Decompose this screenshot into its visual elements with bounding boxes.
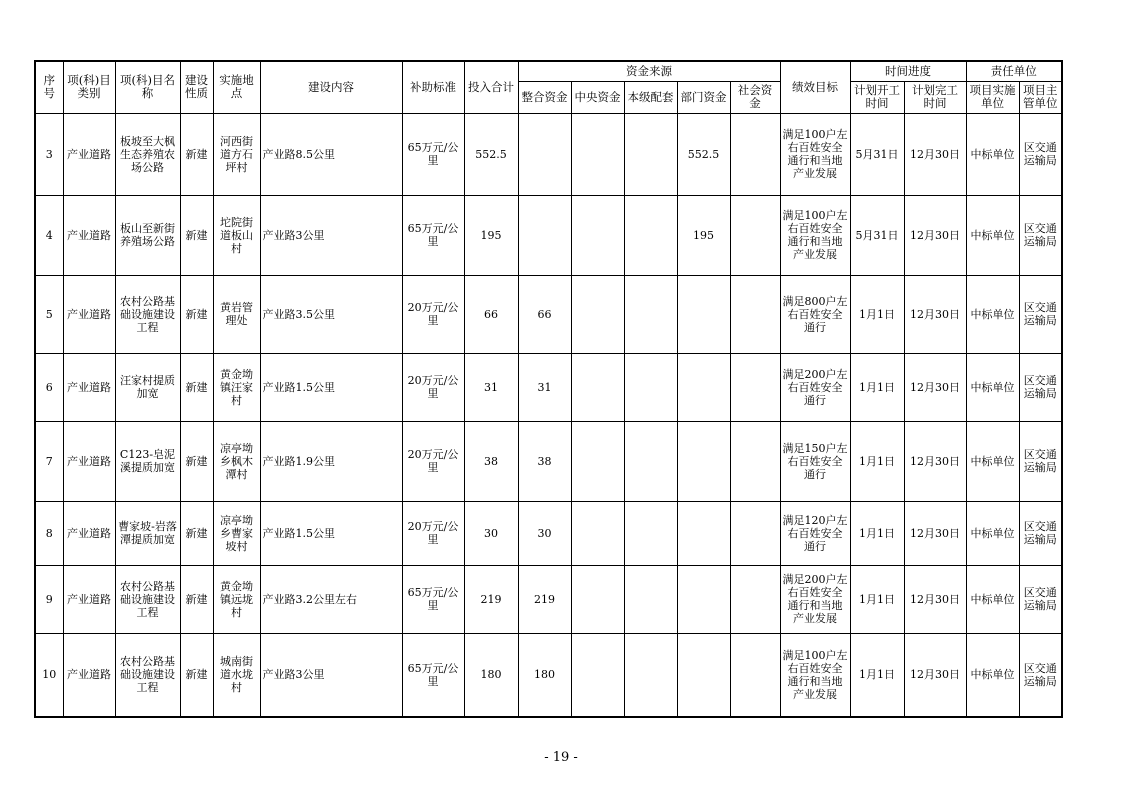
cell-subsidy: 65万元/公里 [402, 195, 464, 275]
cell-category: 产业道路 [63, 421, 115, 501]
header-location: 实施地点 [213, 61, 260, 113]
cell-social [730, 565, 780, 633]
cell-subsidy: 20万元/公里 [402, 275, 464, 353]
cell-total: 180 [464, 633, 518, 717]
cell-department [677, 565, 730, 633]
table-row [35, 113, 1062, 195]
cell-central [571, 421, 624, 501]
cell-nature: 新建 [180, 501, 213, 565]
cell-subsidy: 20万元/公里 [402, 353, 464, 421]
table-row [35, 421, 1062, 501]
cell-location: 凉亭坳乡枫木潭村 [213, 421, 260, 501]
cell-name: 汪家村提质加宽 [115, 353, 180, 421]
cell-finish: 12月30日 [904, 353, 966, 421]
cell-implementer: 中标单位 [966, 353, 1019, 421]
cell-seq: 4 [35, 195, 63, 275]
header-subsidy: 补助标准 [402, 61, 464, 113]
cell-supervisor: 区交通运输局 [1019, 195, 1062, 275]
cell-start: 5月31日 [850, 113, 904, 195]
cell-subsidy: 20万元/公里 [402, 421, 464, 501]
cell-integrated: 31 [518, 353, 571, 421]
header-category: 项(科)目类别 [63, 61, 115, 113]
table-row [35, 501, 1062, 565]
cell-start: 1月1日 [850, 275, 904, 353]
table-row [35, 633, 1062, 717]
cell-social [730, 195, 780, 275]
header-finish: 计划完工时间 [904, 81, 966, 113]
header-performance: 绩效目标 [780, 61, 850, 113]
cell-integrated [518, 113, 571, 195]
cell-finish: 12月30日 [904, 195, 966, 275]
table-row [35, 565, 1062, 633]
header-local-match: 本级配套 [624, 81, 677, 113]
cell-location: 黄金坳镇远垅村 [213, 565, 260, 633]
cell-name: C123-皂泥溪提质加宽 [115, 421, 180, 501]
cell-social [730, 353, 780, 421]
cell-performance: 满足800户左右百姓安全通行 [780, 275, 850, 353]
cell-department: 552.5 [677, 113, 730, 195]
cell-location: 黄金坳镇汪家村 [213, 353, 260, 421]
cell-finish: 12月30日 [904, 565, 966, 633]
cell-local-match [624, 113, 677, 195]
cell-nature: 新建 [180, 421, 213, 501]
cell-subsidy: 65万元/公里 [402, 633, 464, 717]
cell-nature: 新建 [180, 275, 213, 353]
cell-supervisor: 区交通运输局 [1019, 501, 1062, 565]
cell-performance: 满足100户左右百姓安全通行和当地产业发展 [780, 633, 850, 717]
cell-name: 农村公路基础设施建设工程 [115, 565, 180, 633]
project-table [34, 60, 1063, 718]
header-content: 建设内容 [260, 61, 402, 113]
cell-seq: 10 [35, 633, 63, 717]
header-name: 项(科)目名称 [115, 61, 180, 113]
cell-location: 凉亭坳乡曹家坡村 [213, 501, 260, 565]
cell-content: 产业路3.2公里左右 [260, 565, 402, 633]
cell-name: 农村公路基础设施建设工程 [115, 275, 180, 353]
table-body [35, 113, 1062, 717]
cell-integrated: 219 [518, 565, 571, 633]
header-nature: 建设性质 [180, 61, 213, 113]
cell-location: 坨院街道板山村 [213, 195, 260, 275]
cell-central [571, 195, 624, 275]
cell-seq: 5 [35, 275, 63, 353]
cell-category: 产业道路 [63, 275, 115, 353]
header-seq: 序号 [35, 61, 63, 113]
cell-location: 城南街道水垅村 [213, 633, 260, 717]
cell-local-match [624, 633, 677, 717]
cell-content: 产业路3.5公里 [260, 275, 402, 353]
cell-category: 产业道路 [63, 113, 115, 195]
cell-name: 板山至新街养殖场公路 [115, 195, 180, 275]
cell-social [730, 501, 780, 565]
cell-performance: 满足100户左右百姓安全通行和当地产业发展 [780, 195, 850, 275]
cell-performance: 满足200户左右百姓安全通行 [780, 353, 850, 421]
cell-total: 30 [464, 501, 518, 565]
cell-start: 1月1日 [850, 633, 904, 717]
header-funding-source: 资金来源 [518, 61, 780, 81]
cell-social [730, 275, 780, 353]
header-schedule: 时间进度 [850, 61, 966, 81]
cell-department: 195 [677, 195, 730, 275]
cell-content: 产业路3公里 [260, 195, 402, 275]
cell-name: 农村公路基础设施建设工程 [115, 633, 180, 717]
cell-supervisor: 区交通运输局 [1019, 113, 1062, 195]
cell-performance: 满足120户左右百姓安全通行 [780, 501, 850, 565]
cell-nature: 新建 [180, 633, 213, 717]
cell-total: 219 [464, 565, 518, 633]
header-integrated: 整合资金 [518, 81, 571, 113]
cell-content: 产业路1.5公里 [260, 501, 402, 565]
cell-implementer: 中标单位 [966, 113, 1019, 195]
cell-local-match [624, 275, 677, 353]
header-social: 社会资金 [730, 81, 780, 113]
cell-integrated: 180 [518, 633, 571, 717]
header-implementer: 项目实施单位 [966, 81, 1019, 113]
cell-location: 河西街道方石坪村 [213, 113, 260, 195]
header-start: 计划开工时间 [850, 81, 904, 113]
table-row [35, 353, 1062, 421]
cell-start: 1月1日 [850, 565, 904, 633]
cell-category: 产业道路 [63, 565, 115, 633]
cell-integrated: 38 [518, 421, 571, 501]
header-central: 中央资金 [571, 81, 624, 113]
cell-content: 产业路8.5公里 [260, 113, 402, 195]
cell-seq: 9 [35, 565, 63, 633]
cell-implementer: 中标单位 [966, 421, 1019, 501]
cell-start: 1月1日 [850, 501, 904, 565]
header-total: 投入合计 [464, 61, 518, 113]
cell-total: 66 [464, 275, 518, 353]
cell-category: 产业道路 [63, 633, 115, 717]
cell-integrated: 30 [518, 501, 571, 565]
cell-total: 552.5 [464, 113, 518, 195]
cell-social [730, 633, 780, 717]
cell-performance: 满足200户左右百姓安全通行和当地产业发展 [780, 565, 850, 633]
cell-category: 产业道路 [63, 195, 115, 275]
cell-start: 1月1日 [850, 421, 904, 501]
cell-central [571, 113, 624, 195]
cell-start: 1月1日 [850, 353, 904, 421]
cell-supervisor: 区交通运输局 [1019, 565, 1062, 633]
cell-local-match [624, 501, 677, 565]
cell-central [571, 353, 624, 421]
cell-social [730, 113, 780, 195]
cell-seq: 6 [35, 353, 63, 421]
cell-supervisor: 区交通运输局 [1019, 633, 1062, 717]
table-row [35, 275, 1062, 353]
cell-subsidy: 65万元/公里 [402, 565, 464, 633]
cell-local-match [624, 421, 677, 501]
cell-seq: 7 [35, 421, 63, 501]
cell-central [571, 565, 624, 633]
table-row [35, 195, 1062, 275]
cell-finish: 12月30日 [904, 275, 966, 353]
cell-central [571, 633, 624, 717]
cell-supervisor: 区交通运输局 [1019, 421, 1062, 501]
cell-department [677, 421, 730, 501]
cell-nature: 新建 [180, 353, 213, 421]
cell-nature: 新建 [180, 565, 213, 633]
cell-seq: 3 [35, 113, 63, 195]
cell-finish: 12月30日 [904, 421, 966, 501]
cell-social [730, 421, 780, 501]
cell-local-match [624, 195, 677, 275]
cell-central [571, 275, 624, 353]
header-responsible: 责任单位 [966, 61, 1062, 81]
cell-local-match [624, 353, 677, 421]
cell-subsidy: 20万元/公里 [402, 501, 464, 565]
cell-finish: 12月30日 [904, 633, 966, 717]
cell-supervisor: 区交通运输局 [1019, 353, 1062, 421]
cell-central [571, 501, 624, 565]
page-number: - 19 - [544, 750, 578, 765]
cell-implementer: 中标单位 [966, 633, 1019, 717]
cell-start: 5月31日 [850, 195, 904, 275]
cell-name: 板坡至大枫生态养殖农场公路 [115, 113, 180, 195]
cell-implementer: 中标单位 [966, 195, 1019, 275]
cell-department [677, 633, 730, 717]
cell-subsidy: 65万元/公里 [402, 113, 464, 195]
cell-total: 31 [464, 353, 518, 421]
cell-integrated: 66 [518, 275, 571, 353]
cell-finish: 12月30日 [904, 501, 966, 565]
cell-location: 黄岩管理处 [213, 275, 260, 353]
cell-department [677, 353, 730, 421]
cell-implementer: 中标单位 [966, 501, 1019, 565]
cell-content: 产业路1.9公里 [260, 421, 402, 501]
cell-nature: 新建 [180, 195, 213, 275]
cell-nature: 新建 [180, 113, 213, 195]
cell-seq: 8 [35, 501, 63, 565]
cell-name: 曹家坡-岩落潭提质加宽 [115, 501, 180, 565]
cell-local-match [624, 565, 677, 633]
cell-finish: 12月30日 [904, 113, 966, 195]
cell-total: 38 [464, 421, 518, 501]
cell-category: 产业道路 [63, 501, 115, 565]
cell-department [677, 501, 730, 565]
cell-content: 产业路3公里 [260, 633, 402, 717]
cell-performance: 满足100户左右百姓安全通行和当地产业发展 [780, 113, 850, 195]
header-supervisor: 项目主管单位 [1019, 81, 1062, 113]
cell-category: 产业道路 [63, 353, 115, 421]
cell-performance: 满足150户左右百姓安全通行 [780, 421, 850, 501]
header-department: 部门资金 [677, 81, 730, 113]
cell-content: 产业路1.5公里 [260, 353, 402, 421]
cell-department [677, 275, 730, 353]
cell-integrated [518, 195, 571, 275]
cell-implementer: 中标单位 [966, 565, 1019, 633]
cell-total: 195 [464, 195, 518, 275]
cell-supervisor: 区交通运输局 [1019, 275, 1062, 353]
cell-implementer: 中标单位 [966, 275, 1019, 353]
